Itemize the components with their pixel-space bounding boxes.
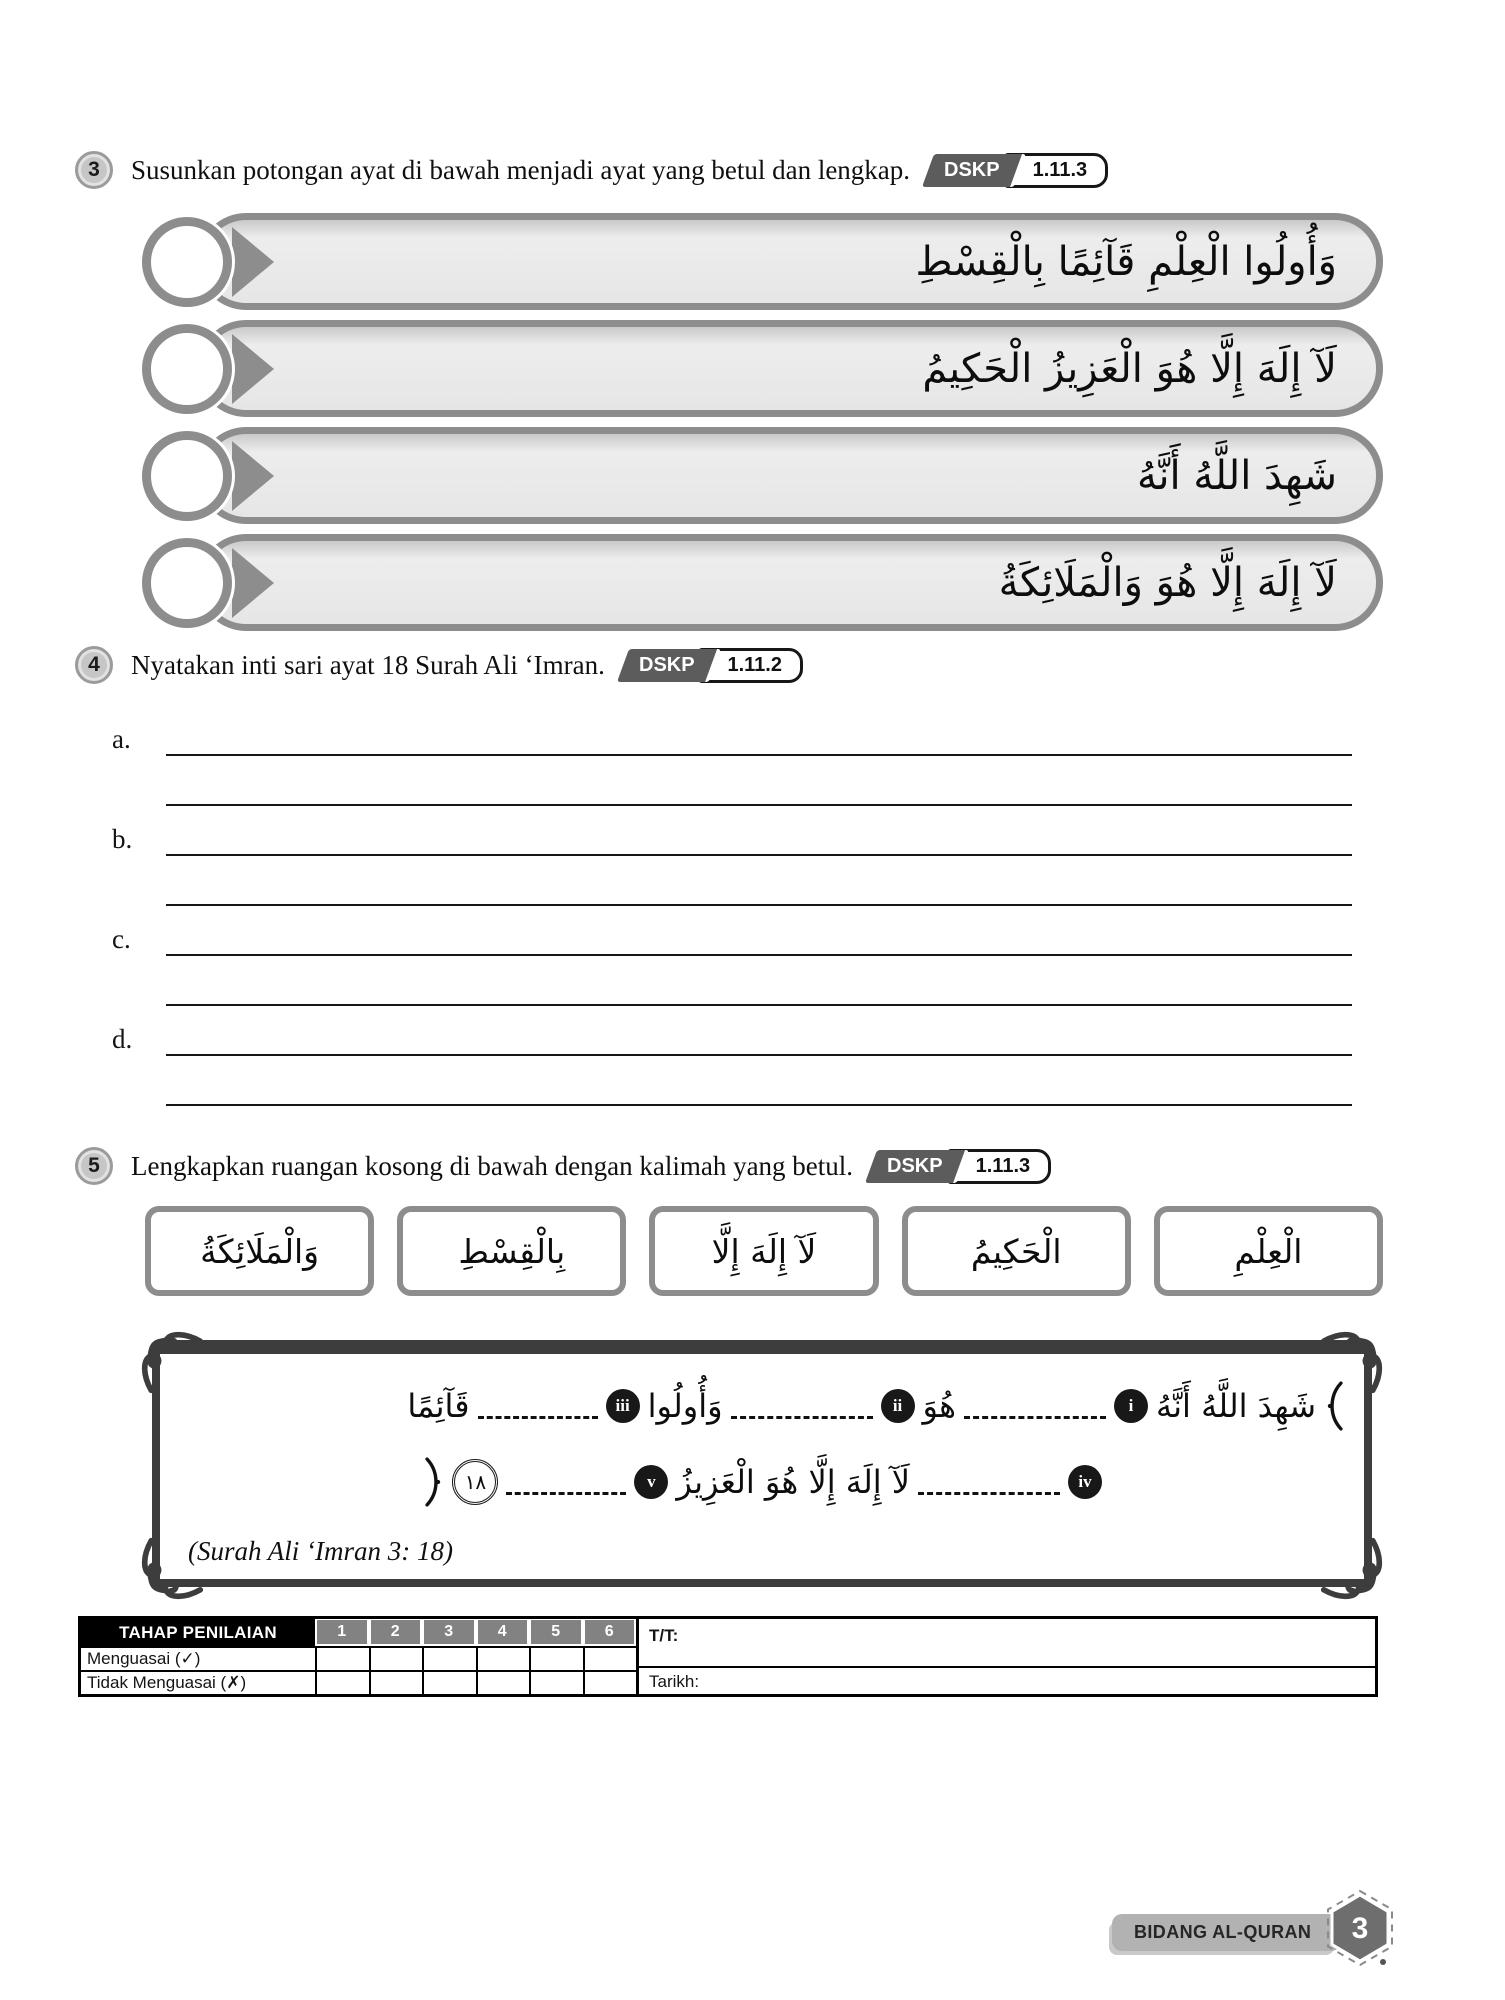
question-5-text: Lengkapkan ruangan kosong di bawah dengan kalimah yang betul. — [131, 1150, 854, 1181]
fragment-bar — [142, 213, 1383, 310]
question-3-header — [75, 150, 1108, 190]
word-bank — [145, 1206, 1383, 1296]
ornament-corner-icon — [138, 1328, 204, 1394]
answer-item — [110, 714, 1354, 814]
level-header: 6 — [585, 1620, 635, 1644]
dskp-badge-q4 — [623, 645, 803, 685]
arrow-right-icon — [232, 227, 274, 297]
page-number-hexagon — [1325, 1890, 1395, 1975]
assessment-cell[interactable] — [369, 1646, 423, 1670]
assessment-grid — [81, 1619, 639, 1694]
answer-order-circle[interactable] — [142, 217, 232, 307]
assessment-cell[interactable] — [422, 1646, 476, 1670]
date-label: Tarikh: — [649, 1672, 700, 1691]
verse-line-1 — [407, 1380, 1346, 1432]
signature-section — [639, 1619, 1375, 1694]
word-bank-item[interactable]: وَالْمَلَائِكَةُ — [145, 1206, 374, 1296]
answer-write-line[interactable] — [166, 804, 1352, 806]
assessment-cell[interactable] — [583, 1670, 637, 1694]
page-number: 3 — [1351, 1912, 1369, 1945]
verse-caption: (Surah Ali ‘Imran 3: 18) — [188, 1536, 453, 1566]
answer-item — [110, 814, 1354, 914]
ornament-corner-icon — [138, 1537, 204, 1603]
assessment-cell[interactable] — [583, 1646, 637, 1670]
dskp-badge-q5 — [871, 1146, 1051, 1186]
question-5-header — [75, 1146, 1051, 1186]
blank-number-iii: iii — [606, 1389, 640, 1423]
assessment-cell[interactable] — [369, 1670, 423, 1694]
assessment-cell[interactable] — [476, 1646, 530, 1670]
word-bank-item[interactable]: بِالْقِسْطِ — [397, 1206, 626, 1296]
assessment-cell[interactable] — [476, 1670, 530, 1694]
answer-write-line[interactable] — [166, 904, 1352, 906]
word-bank-item[interactable]: الْحَكِيمُ — [902, 1206, 1131, 1296]
arrow-right-icon — [232, 441, 274, 511]
question-4-text: Nyatakan inti sari ayat 18 Surah Ali ‘Imran. — [131, 649, 605, 680]
answer-write-line[interactable] — [166, 1054, 1352, 1056]
fill-blank-iii[interactable] — [478, 1393, 598, 1419]
dskp-tab: DSKP — [922, 154, 1026, 187]
arrow-right-icon — [232, 548, 274, 618]
ornament-corner-icon — [1320, 1328, 1386, 1394]
page-footer — [1112, 1890, 1395, 1975]
verse-text: وَأُولُوا — [647, 1387, 723, 1425]
blank-number-v: v — [634, 1465, 668, 1499]
divider — [639, 1666, 1375, 1668]
level-header: 4 — [478, 1620, 528, 1644]
level-header: 1 — [317, 1620, 367, 1644]
fragment-arabic-text: وَأُولُوا الْعِلْمِ قَآئِمًا بِالْقِسْطِ — [915, 238, 1337, 285]
assessment-cell[interactable] — [315, 1646, 369, 1670]
dskp-code: 1.11.2 — [698, 648, 803, 683]
assessment-cell[interactable] — [529, 1646, 583, 1670]
assessment-cell[interactable] — [422, 1670, 476, 1694]
question-3-number-badge: 3 — [75, 151, 113, 189]
section-label: BIDANG AL-QURAN — [1112, 1914, 1341, 1951]
question-4-answer-area — [110, 714, 1354, 1114]
fill-blank-ii[interactable] — [731, 1393, 873, 1419]
level-header: 3 — [424, 1620, 474, 1644]
fragment-bars — [142, 213, 1383, 641]
assessment-table — [78, 1616, 1378, 1697]
dskp-tab: DSKP — [865, 1150, 969, 1183]
verse-text: هُوَ — [922, 1387, 956, 1425]
word-bank-item[interactable]: لَآ إِلَهَ إِلَّا — [649, 1206, 878, 1296]
row-label-menguasai: Menguasai (✓) — [81, 1646, 315, 1670]
answer-letter: c. — [112, 924, 131, 954]
row-label-tidak-menguasai: Tidak Menguasai (✗) — [81, 1670, 315, 1694]
answer-letter: b. — [112, 824, 133, 854]
quran-close-bracket-icon — [422, 1456, 444, 1508]
level-header: 5 — [531, 1620, 581, 1644]
answer-letter: d. — [112, 1024, 133, 1054]
level-header: 2 — [371, 1620, 421, 1644]
fragment-bar — [142, 320, 1383, 417]
blank-number-iv: iv — [1068, 1465, 1102, 1499]
dskp-tab: DSKP — [617, 649, 721, 682]
verse-frame — [152, 1340, 1372, 1587]
assessment-cell[interactable] — [529, 1670, 583, 1694]
tt-label: T/T: — [649, 1626, 679, 1645]
answer-write-line[interactable] — [166, 1004, 1352, 1006]
dskp-badge-q3 — [928, 150, 1108, 190]
dskp-code: 1.11.3 — [947, 1149, 1052, 1184]
answer-order-circle[interactable] — [142, 324, 232, 414]
fragment-bar — [142, 427, 1383, 524]
answer-item — [110, 914, 1354, 1014]
answer-write-line[interactable] — [166, 854, 1352, 856]
answer-letter: a. — [112, 724, 131, 754]
fragment-bar — [142, 534, 1383, 631]
fill-blank-iv[interactable] — [918, 1469, 1060, 1495]
answer-write-line[interactable] — [166, 1104, 1352, 1106]
question-4-header — [75, 645, 803, 685]
arrow-right-icon — [232, 334, 274, 404]
verse-text: قَآئِمًا — [407, 1387, 470, 1425]
answer-write-line[interactable] — [166, 954, 1352, 956]
fill-blank-v[interactable] — [506, 1469, 626, 1495]
word-bank-item[interactable]: الْعِلْمِ — [1154, 1206, 1383, 1296]
fragment-arabic-text: لَآ إِلَهَ إِلَّا هُوَ وَالْمَلَائِكَةُ — [998, 559, 1337, 606]
answer-item — [110, 1014, 1354, 1114]
fragment-arabic-text: لَآ إِلَهَ إِلَّا هُوَ الْعَزِيزُ الْحَكِيمُ — [922, 345, 1337, 392]
question-4-number-badge: 4 — [75, 646, 113, 684]
verse-text: لَآ إِلَهَ إِلَّا هُوَ الْعَزِيزُ — [676, 1463, 910, 1501]
blank-number-i: i — [1114, 1389, 1148, 1423]
fragment-arabic-text: شَهِدَ اللَّهُ أَنَّهُ — [1136, 452, 1337, 499]
question-5-number-badge: 5 — [75, 1147, 113, 1185]
assessment-cell[interactable] — [315, 1670, 369, 1694]
blank-number-ii: ii — [881, 1389, 915, 1423]
dskp-code: 1.11.3 — [1004, 153, 1109, 188]
verse-text: شَهِدَ اللَّهُ أَنَّهُ — [1155, 1387, 1316, 1425]
verse-line-2 — [422, 1456, 1102, 1508]
answer-order-circle[interactable] — [142, 538, 232, 628]
ornament-corner-icon — [1320, 1537, 1386, 1603]
assessment-title: TAHAP PENILAIAN — [81, 1619, 315, 1646]
question-3-text: Susunkan potongan ayat di bawah menjadi ayat yang betul dan lengkap. — [131, 154, 911, 185]
fill-blank-i[interactable] — [964, 1393, 1106, 1419]
answer-write-line[interactable] — [166, 754, 1352, 756]
answer-order-circle[interactable] — [142, 431, 232, 521]
ayah-end-marker: ١٨ — [452, 1459, 498, 1505]
